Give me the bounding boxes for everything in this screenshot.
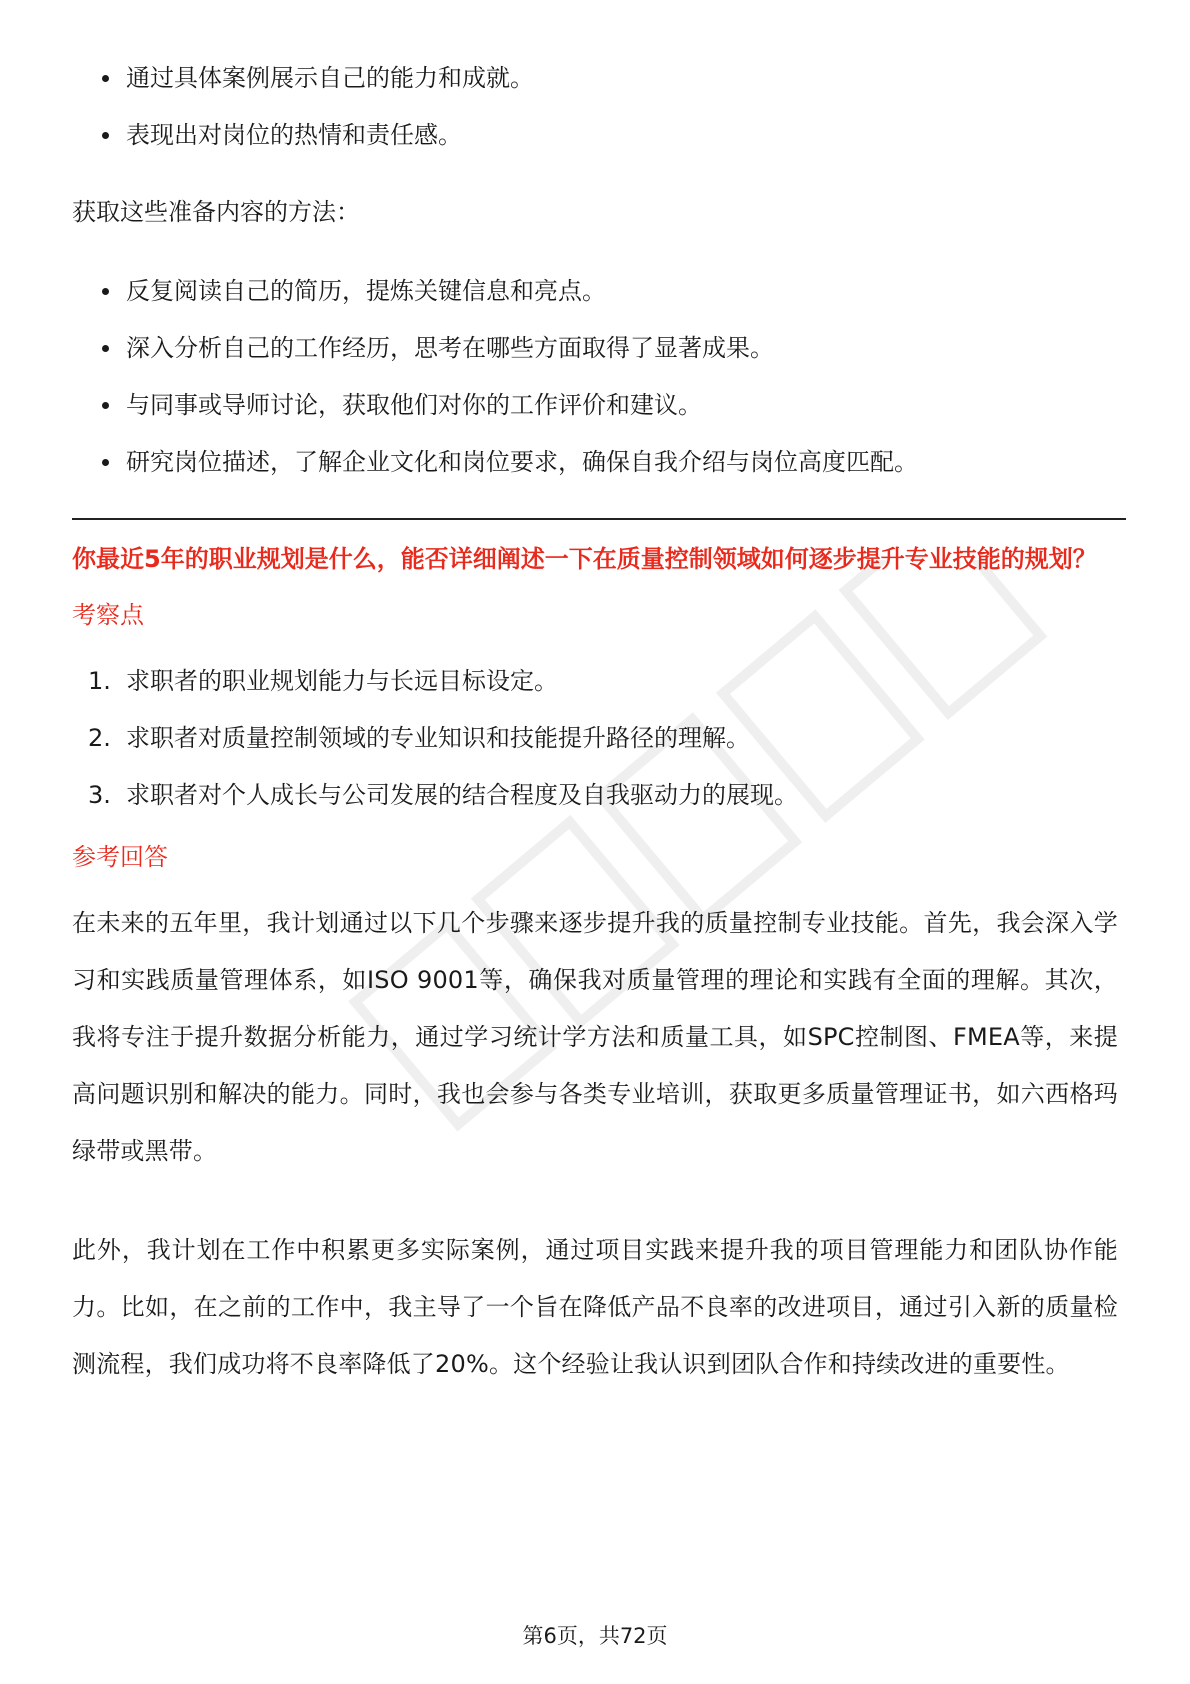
bullet-icon <box>102 75 109 82</box>
list-item: 与同事或导师讨论，获取他们对你的工作评价和建议。 <box>72 389 1118 421</box>
examine-point-list <box>72 665 1118 811</box>
list-number: 3. <box>88 781 111 809</box>
answer-paragraph: 此外，我计划在工作中积累更多实际案例，通过项目实践来提升我的项目管理能力和团队协作能力。比如，在之前的工作中，我主导了一个旨在降低产品不良率的改进项目，通过引入新的质量检测流程，我们成功将不良率降低了20%。这个经验让我认识到团队合作和持续改进的重要性。 <box>72 1236 1118 1378</box>
list-item: 1. 求职者的职业规划能力与长远目标设定。 <box>88 667 558 695</box>
bullet-icon <box>102 402 109 409</box>
main-content <box>72 62 1118 1393</box>
list-item: 通过具体案例展示自己的能力和成就。 <box>72 62 1118 94</box>
list-item: 3. 求职者对个人成长与公司发展的结合程度及自我驱动力的展现。 <box>88 781 798 809</box>
list-number: 1. <box>88 667 111 695</box>
top-bullet-list <box>72 62 1118 151</box>
bullet-icon <box>102 345 109 352</box>
answer-title: 参考回答 <box>72 843 168 871</box>
examine-title: 考察点 <box>72 601 144 629</box>
list-item: 深入分析自己的工作经历，思考在哪些方面取得了显著成果。 <box>72 332 1118 364</box>
methods-label: 获取这些准备内容的方法： <box>72 198 360 226</box>
bullet-icon <box>102 132 109 139</box>
list-item: 研究岗位描述，了解企业文化和岗位要求，确保自我介绍与岗位高度匹配。 <box>72 446 1118 478</box>
bullet-icon <box>102 288 109 295</box>
section-divider <box>72 518 1126 520</box>
list-item: 反复阅读自己的简历，提炼关键信息和亮点。 <box>72 275 1118 307</box>
list-item: 2. 求职者对质量控制领域的专业知识和技能提升路径的理解。 <box>88 724 750 752</box>
list-item: 表现出对岗位的热情和责任感。 <box>72 119 1118 151</box>
method-bullet-list <box>72 275 1118 478</box>
page-footer: 第6页，共72页 <box>522 1624 668 1648</box>
bullet-icon <box>102 459 109 466</box>
list-number: 2. <box>88 724 111 752</box>
question-heading: 你最近5年的职业规划是什么，能否详细阐述一下在质量控制领域如何逐步提升专业技能的规划？ <box>72 545 1097 573</box>
answer-paragraph: 在未来的五年里，我计划通过以下几个步骤来逐步提升我的质量控制专业技能。首先，我会深入学习和实践质量管理体系，如ISO 9001等，确保我对质量管理的理论和实践有全面的理解。其次，我将专注于提升数据分析能力，通过学习统计学方法和质量工具，如SPC控制图、FMEA等，来提高问题识别和解决的能力。同时，我也会参与各类专业培训，获取更多质量管理证书，如六西格玛绿带或黑带。 <box>72 909 1118 1165</box>
